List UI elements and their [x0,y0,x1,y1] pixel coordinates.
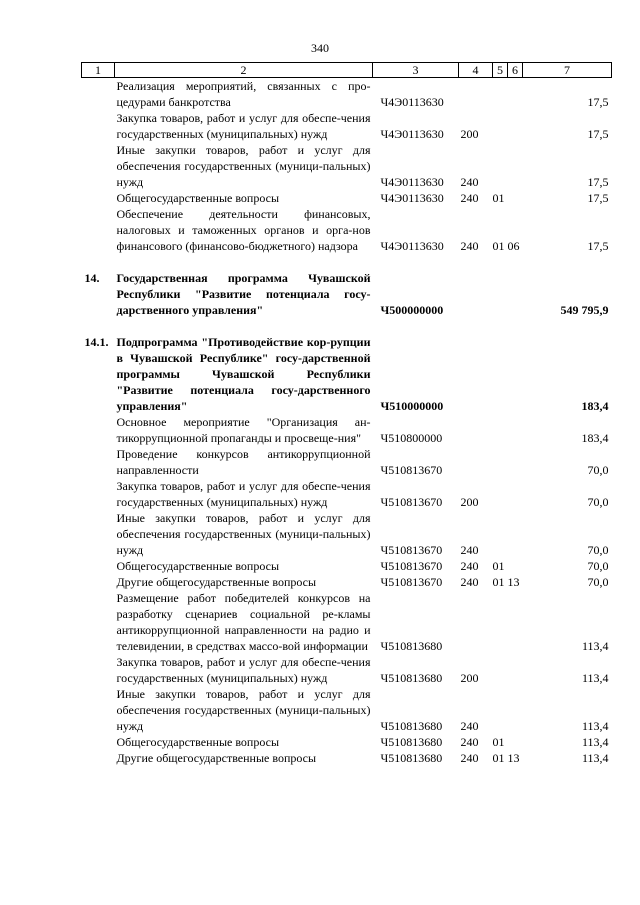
row-number: 14.1. [84,335,109,349]
subsection [508,414,523,446]
row-name: Государственная программа Чувашской Республики "Развитие потенциала госу-дарственного управления" [116,271,371,317]
amount: 113,4 [581,719,609,733]
section [493,414,508,446]
table-row [82,318,612,414]
table-row [82,558,612,574]
row-number [82,510,115,558]
section [493,590,508,654]
amount: 113,4 [581,639,609,653]
expense-type: 240 [460,191,479,205]
subsection [508,590,523,654]
section: 01 [492,239,505,253]
amount: 17,5 [587,175,609,189]
row-name: Закупка товаров, работ и услуг для обеспе-чения государственных (муниципальных) нужд [116,655,371,685]
row-number [82,750,115,766]
row-name: Другие общегосударственные вопросы [116,575,317,589]
expense-type: 200 [460,127,479,141]
table-row [82,446,612,478]
row-number [82,446,115,478]
section [493,446,508,478]
row-number [82,78,115,111]
row-number [82,558,115,574]
subsection [508,510,523,558]
row-number [82,686,115,734]
header-col-7: 7 [523,63,612,78]
table-row [82,414,612,446]
expense-type [459,414,493,446]
subsection [508,190,523,206]
target-code: Ч510813670 [380,575,443,589]
target-code: Ч4Э0113630 [380,95,444,109]
header-row [82,63,612,78]
row-number [82,590,115,654]
section: 01 [492,559,505,573]
amount: 113,4 [581,735,609,749]
row-number [82,574,115,590]
subsection [508,254,523,318]
table-row [82,254,612,318]
expense-type [459,78,493,111]
subsection [508,446,523,478]
expense-type: 200 [460,671,479,685]
expense-type: 200 [460,495,479,509]
amount: 183,4 [581,399,609,413]
section [493,318,508,414]
table-row [82,110,612,142]
expense-type: 240 [460,575,479,589]
expense-type [459,318,493,414]
row-number [82,206,115,254]
section [493,478,508,510]
subsection [508,686,523,734]
section [493,654,508,686]
subsection [508,318,523,414]
section: 01 [492,191,505,205]
section [493,686,508,734]
table-row [82,190,612,206]
table-row [82,686,612,734]
target-code: Ч510813680 [380,639,443,653]
target-code: Ч510813680 [380,719,443,733]
expense-type [459,446,493,478]
amount: 549 795,9 [560,303,609,317]
header-col-1: 1 [82,63,115,78]
target-code: Ч510813680 [380,735,443,749]
row-name: Иные закупки товаров, работ и услуг для обеспечения государственных (муници-пальных) нужд [116,511,371,557]
target-code: Ч500000000 [380,303,444,317]
row-name: Закупка товаров, работ и услуг для обеспе-чения государственных (муниципальных) нужд [116,111,371,141]
target-code: Ч4Э0113630 [380,175,444,189]
table-row [82,734,612,750]
subsection: 13 [507,751,520,765]
expense-type: 240 [460,735,479,749]
amount: 17,5 [587,191,609,205]
section: 01 [492,751,505,765]
target-code: Ч4Э0113630 [380,127,444,141]
table-row [82,142,612,190]
table-row [82,574,612,590]
section [493,254,508,318]
subsection [508,654,523,686]
target-code: Ч510813670 [380,463,443,477]
subsection [508,142,523,190]
expense-type: 240 [460,751,479,765]
subsection [508,478,523,510]
section [493,110,508,142]
row-name: Основное мероприятие "Организация ан-тикоррупционной пропаганды и просвеще-ния" [116,415,371,445]
row-number [82,190,115,206]
subsection: 13 [507,575,520,589]
row-number [82,142,115,190]
budget-table [81,62,612,766]
row-number: 14. [84,271,100,285]
amount: 113,4 [581,751,609,765]
expense-type: 240 [460,543,479,557]
row-name: Другие общегосударственные вопросы [116,751,317,765]
expense-type [459,590,493,654]
section [493,78,508,111]
row-name: Подпрограмма "Противодействие кор-рупции в Чувашской Республике" госу-дарственной программы Чувашской Республики "Развитие потенциала госу-дарственного управления" [116,335,371,413]
expense-type: 240 [460,175,479,189]
subsection: 06 [507,239,520,253]
amount: 70,0 [587,463,609,477]
expense-type: 240 [460,239,479,253]
amount: 70,0 [587,575,609,589]
amount: 183,4 [581,431,609,445]
amount: 70,0 [587,559,609,573]
row-number [82,414,115,446]
row-name: Реализация мероприятий, связанных с про-цедурами банкротства [116,79,371,109]
amount: 17,5 [587,239,609,253]
target-code: Ч510813670 [380,543,443,557]
row-name: Обеспечение деятельности финансовых, налоговых и таможенных органов и орга-нов финансового (финансово-бюджетного) надзора [116,207,371,253]
row-number [82,110,115,142]
table-row [82,590,612,654]
header-col-4: 4 [459,63,493,78]
table-row [82,206,612,254]
expense-type: 240 [460,719,479,733]
row-name: Иные закупки товаров, работ и услуг для обеспечения государственных (муници-пальных) нужд [116,687,371,733]
header-col-5: 5 [493,63,508,78]
row-number [82,654,115,686]
amount: 113,4 [581,671,609,685]
amount: 17,5 [587,127,609,141]
row-name: Иные закупки товаров, работ и услуг для обеспечения государственных (муници-пальных) нужд [116,143,371,189]
table-row [82,750,612,766]
subsection [508,558,523,574]
table-row [82,654,612,686]
section: 01 [492,575,505,589]
amount: 70,0 [587,543,609,557]
table-row [82,78,612,111]
row-name: Проведение конкурсов антикоррупционной направленности [116,447,371,477]
page-number: 340 [311,41,329,55]
expense-type: 240 [460,559,479,573]
row-number [82,734,115,750]
amount: 70,0 [587,495,609,509]
header-col-6: 6 [508,63,523,78]
row-name: Общегосударственные вопросы [116,735,280,749]
row-name: Общегосударственные вопросы [116,559,280,573]
target-code: Ч510813680 [380,751,443,765]
target-code: Ч510000000 [380,399,444,413]
section [493,510,508,558]
target-code: Ч510800000 [380,431,443,445]
target-code: Ч510813680 [380,671,443,685]
target-code: Ч510813670 [380,559,443,573]
amount: 17,5 [587,95,609,109]
subsection [508,734,523,750]
table-row [82,510,612,558]
target-code: Ч4Э0113630 [380,191,444,205]
row-name: Общегосударственные вопросы [116,191,280,205]
row-name: Размещение работ победителей конкурсов на разработку сценариев социальной ре-кламы антикоррупционной направленности на радио и телевидении, в средствах массо-вой информации [116,591,371,653]
header-col-3: 3 [373,63,459,78]
target-code: Ч4Э0113630 [380,239,444,253]
table-row [82,478,612,510]
subsection [508,110,523,142]
row-number [82,478,115,510]
section: 01 [492,735,505,749]
row-name: Закупка товаров, работ и услуг для обеспе-чения государственных (муниципальных) нужд [116,479,371,509]
section [493,142,508,190]
target-code: Ч510813670 [380,495,443,509]
expense-type [459,254,493,318]
subsection [508,78,523,111]
header-col-2: 2 [115,63,373,78]
